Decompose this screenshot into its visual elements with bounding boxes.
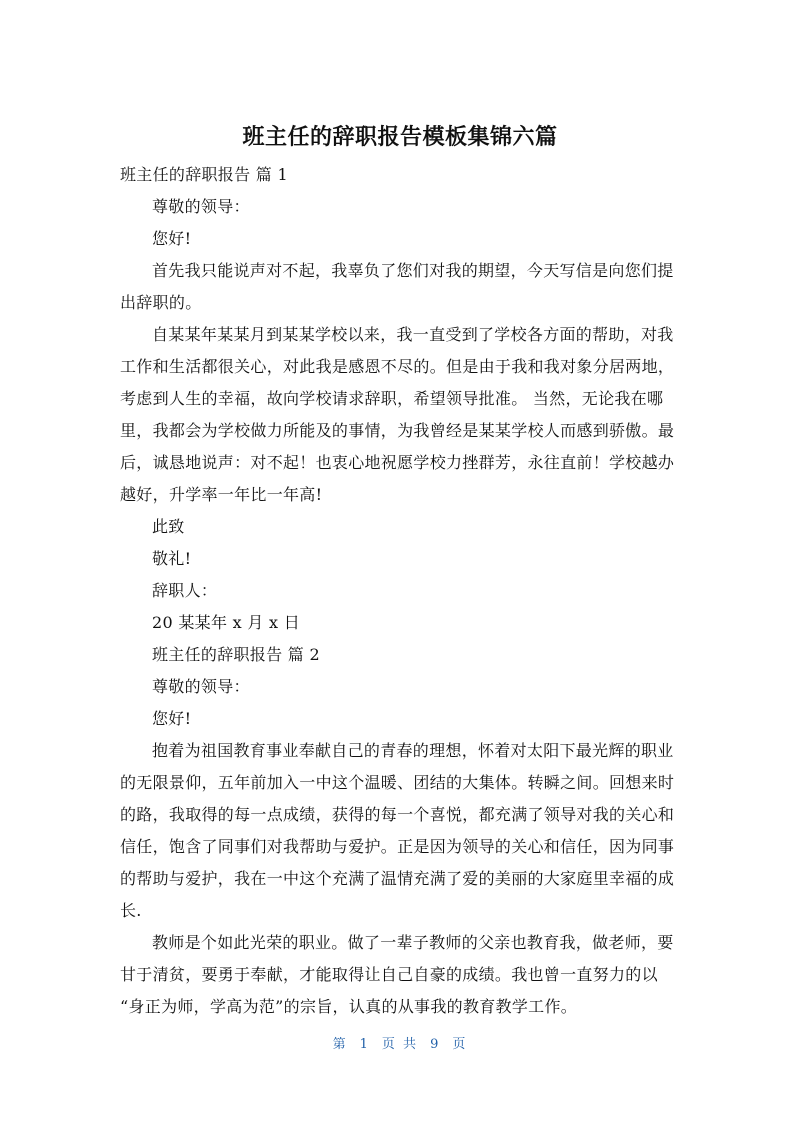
- signature-line: 辞职人：: [152, 581, 218, 600]
- paragraph-line: 的无限景仰，五年前加入一中这个温暖、团结的大集体。转瞬之间。回想来时: [120, 773, 675, 792]
- closing-line: 此致: [152, 517, 185, 536]
- paragraph-line: 自某某年某某月到某某学校以来，我一直受到了学校各方面的帮助，对我: [152, 325, 674, 344]
- paragraph-line: 里，我都会为学校做力所能及的事情，为我曾经是某某学校人而感到骄傲。最: [120, 421, 675, 440]
- salutation: 尊敬的领导：: [152, 677, 250, 696]
- footer-suffix: 页: [452, 1037, 468, 1052]
- paragraph-line: 甘于清贫，要勇于奉献，才能取得让自己自豪的成绩。我也曾一直努力的以: [120, 965, 658, 984]
- paragraph-line: 教师是个如此光荣的职业。做了一辈子教师的父亲也教育我，做老师，要: [152, 933, 674, 952]
- section-heading-1: 班主任的辞职报告 篇 1: [120, 165, 288, 184]
- paragraph-line: 首先我只能说声对不起，我辜负了您们对我的期望，今天写信是向您们提: [152, 261, 674, 280]
- paragraph-line: 出辞职的。: [120, 293, 202, 312]
- paragraph-line: 的路，我取得的每一点成绩，获得的每一个喜悦，都充满了领导对我的关心和: [120, 805, 675, 824]
- paragraph-line: 长.: [120, 901, 142, 920]
- paragraph-line: 考虑到人生的幸福，故向学校请求辞职，希望领导批准。 当然，无论我在哪: [120, 389, 664, 408]
- paragraph-line: 后，诚恳地说声：对不起！也衷心地祝愿学校力挫群芳，永往直前！学校越办: [120, 453, 675, 472]
- paragraph-line: 越好，升学率一年比一年高!: [120, 485, 323, 504]
- paragraph-line: 信任，饱含了同事们对我帮助与爱护。正是因为领导的关心和信任，因为同事: [120, 837, 675, 856]
- greeting: 您好!: [152, 709, 192, 728]
- document-title: 班主任的辞职报告模板集锦六篇: [242, 125, 558, 150]
- page-footer: [0, 1033, 800, 1052]
- paragraph-line: 工作和生活都很关心，对此我是感恩不尽的。但是由于我和我对象分居两地，: [120, 357, 675, 376]
- closing-line: 敬礼!: [152, 549, 192, 568]
- salutation: 尊敬的领导：: [152, 197, 250, 216]
- footer-prefix: 第: [332, 1037, 348, 1052]
- footer-middle: 页 共: [381, 1037, 419, 1052]
- footer-page-number: 1: [359, 1037, 370, 1052]
- paragraph-line: “身正为师，学高为范”的宗旨，认真的从事我的教育教学工作。: [120, 997, 578, 1016]
- date-line: 20 某某年 x 月 x 日: [152, 613, 301, 632]
- footer-total-pages: 9: [430, 1037, 441, 1052]
- paragraph-line: 抱着为祖国教育事业奉献自己的青春的理想，怀着对太阳下最光辉的职业: [152, 741, 674, 760]
- paragraph-line: 的帮助与爱护，我在一中这个充满了温情充满了爱的美丽的大家庭里幸福的成: [120, 869, 675, 888]
- section-heading-2: 班主任的辞职报告 篇 2: [152, 645, 320, 664]
- greeting: 您好!: [152, 229, 192, 248]
